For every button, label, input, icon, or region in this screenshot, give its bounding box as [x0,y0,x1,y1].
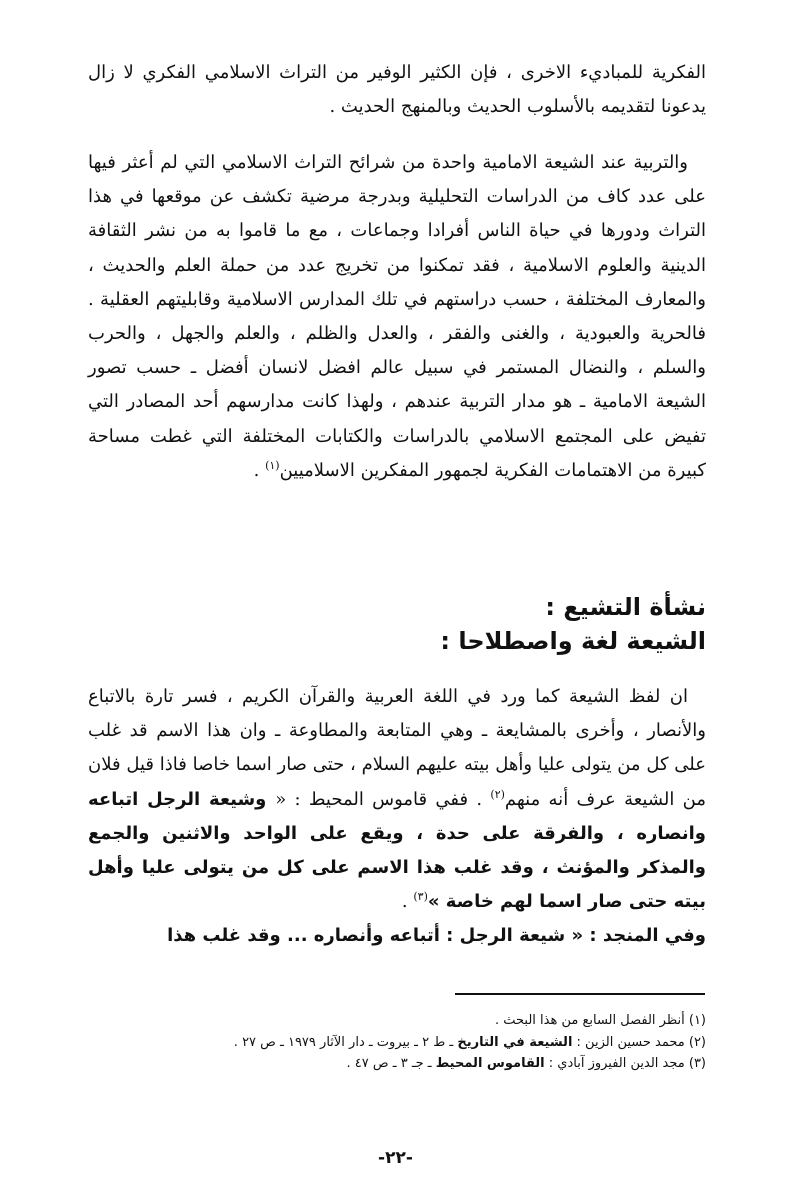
quote-munjid-label: وفي المنجد : « [565,925,706,947]
paragraph-intro-continuation [88,56,706,124]
footnote-divider [455,993,705,995]
footnote-text: أنظر الفصل السابع من هذا البحث . [494,1013,689,1028]
footnote-ref-2[interactable]: (٢) [490,787,505,801]
paragraph-text [88,146,706,488]
paragraph-end: . [253,459,266,481]
footnote-text-tail: ـ ط ٢ ـ بيروت ـ دار الآثار ١٩٧٩ ـ ص ٢٧ . [233,1034,458,1050]
paragraph-end: . [401,891,414,913]
paragraph-body: والتربية عند الشيعة الامامية واحدة من شرائح التراث الاسلامي التي لم أعثر فيها على عدد كاف من الدراسات التحليلية وبدرجة مرضية تكشف عن موقعها في هذا التراث ودورها في حياة الناس أفرادا وجماعات ، مع ما قاموا به من نشر الثقافة الدينية والعلوم الاسلامية ، فقد تمكنوا من تخريج عدد من حملة العلم والحديث ، والمعارف المختلفة ، حسب دراستهم في تلك المدارس الاسلامية وقابليتهم العقلية . فالحرية والعبودية ، والغنى والفقر ، والعدل والظلم ، والعلم والجهل ، والحرب والسلم ، والنضال المستمر في سبيل عالم افضل لانسان أفضل ـ حسب تصور الشيعة الامامية ـ هو مدار التربية عندهم ، ولهذا كانت مدارسهم أحد المصادر التي تفيض على المجتمع الاسلامي بالدراسات والكتابات المختلفة التي غطت مساحة كبيرة من الاهتمامات الفكرية لجمهور المفكرين الاسلاميين [88,152,706,481]
footnote-3 [88,1053,706,1075]
footnote-ref-3[interactable]: (٣) [413,890,428,904]
section-heading-origin: نشأة التشيع : [545,593,706,621]
paragraph-shia-education [88,146,706,488]
paragraph-body: ان لفظ الشيعة كما ورد في اللغة العربية والقرآن الكريم ، فسر تارة بالاتباع والأنصار ، وأخرى بالمشايعة ـ وهي المتابعة والمطاوعة ـ وان هذا الاسم قد غلب على كل من يتولى عليا وأهل بيته عليهم السلام ، حتى صار اسما خاصا فاذا قيل فلان من الشيعة عرف أنه منهم [88,686,706,810]
paragraph-text [88,680,706,954]
paragraph-shia-definition [88,680,706,954]
page-number: -٢٢- [378,1148,413,1168]
quote-qamus: وشيعة الرجل اتباعه وانصاره ، والفرقة على حدة ، ويقع على الواحد والاثنين والجمع والمذكر والمؤنث ، وقد غلب هذا الاسم على كل من يتولى عليا وأهل بيته حتى صار اسما لهم خاصة » [88,788,706,913]
footnote-text: مجد الدين الفيروز آبادي : [544,1056,689,1071]
footnotes [88,1010,706,1075]
footnote-book-title: الشيعة في التاريخ [457,1034,573,1050]
footnote-number: (٢) [688,1034,706,1050]
footnote-ref-1[interactable]: (١) [265,458,280,472]
footnote-number: (٣) [688,1056,706,1071]
section-heading-definition: الشيعة لغة واصطلاحا : [440,627,706,655]
footnote-2 [88,1032,706,1054]
footnote-book-title: القاموس المحيط [435,1056,545,1071]
footnote-1 [88,1010,706,1032]
paragraph-text: الفكرية للمباديء الاخرى ، فإن الكثير الوفير من التراث الاسلامي الفكري لا زال يدعونا لتقديمه بالأسلوب الحديث وبالمنهج الحديث . [88,62,706,118]
quote-munjid: شيعة الرجل : أتباعه وأنصاره ... وقد غلب هذا [167,925,566,947]
paragraph-continuation: . ففي قاموس المحيط : « [275,788,491,810]
footnote-text-tail: ـ جـ ٣ ـ ص ٤٧ . [346,1056,436,1071]
footnote-number: (١) [688,1013,706,1028]
footnote-text: محمد حسين الزين : [572,1034,689,1050]
